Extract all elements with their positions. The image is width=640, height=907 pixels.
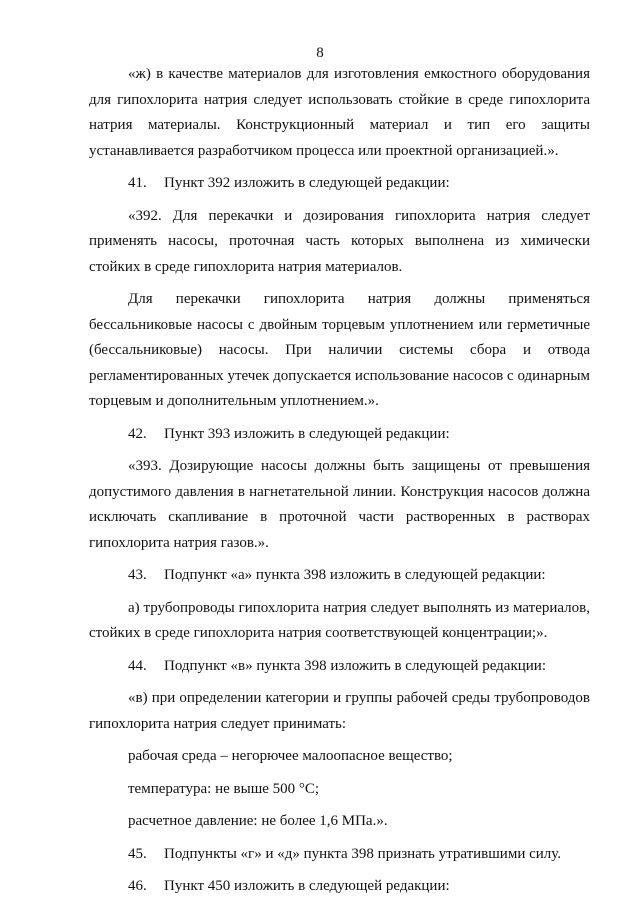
- line-pressure: расчетное давление: не более 1,6 МПа.».: [128, 813, 388, 829]
- document-body: [89, 62, 590, 907]
- item-text: Подпункты «г» и «д» пункта 398 признать утратившими силу.: [164, 845, 562, 862]
- item-46: [89, 874, 590, 900]
- paragraph-pumps: Для перекачки гипохлорита натрия должны применяться бессальниковые насосы с двойным торцевым уплотнением или герметичные (бессальниковые) насосы. При наличии системы сбора и отвода регламентированных утечек допускается использование насосов с одинарным торцевым и дополнительным уплотнением.».: [89, 291, 590, 409]
- line-working-medium: рабочая среда – негорючее малоопасное вещество;: [128, 748, 453, 764]
- item-text: Подпункт «в» пункта 398 изложить в следующей редакции:: [164, 657, 547, 674]
- item-number: 43.: [128, 567, 147, 583]
- item-41: [89, 171, 590, 197]
- paragraph-zh: «ж) в качестве материалов для изготовления емкостного оборудования для гипохлорита натрия следует использовать стойкие в среде гипохлорита натрия материалы. Конструкционный материал и тип его защиты устанавливается разработчиком процесса или проектной организацией.».: [89, 66, 590, 159]
- paragraph-v: «в) при определении категории и группы рабочей среды трубопроводов гипохлорита натрия следует принимать:: [89, 690, 590, 732]
- item-number: 42.: [128, 425, 147, 442]
- paragraph-392: «392. Для перекачки и дозирования гипохлорита натрия следует применять насосы, проточная часть которых выполнена из химически стойких в среде гипохлорита натрия материалов.: [89, 207, 590, 275]
- item-43: [89, 563, 590, 589]
- item-number: 46.: [128, 878, 147, 894]
- item-number: 41.: [128, 175, 147, 191]
- line-temperature: температура: не выше 500 °С;: [128, 780, 320, 797]
- paragraph-a: а) трубопроводы гипохлорита натрия следует выполнять из материалов, стойких в среде гипохлорита натрия соответствующей концентрации;».: [89, 599, 590, 641]
- item-44: [89, 654, 590, 680]
- item-text: Пункт 393 изложить в следующей редакции:: [164, 425, 450, 442]
- page-number: 8: [316, 45, 324, 61]
- item-42: [89, 422, 590, 448]
- item-number: 45.: [128, 845, 147, 862]
- paragraph-393: «393. Дозирующие насосы должны быть защищены от превышения допустимого давления в нагнетательной линии. Конструкция насосов должна исключать скапливание в проточной части растворенных в растворах гипохлорита натрия газов.».: [89, 458, 590, 551]
- item-45: [89, 842, 590, 868]
- item-text: Пункт 392 изложить в следующей редакции:: [164, 175, 450, 191]
- item-number: 44.: [128, 657, 147, 674]
- item-text: Подпункт «а» пункта 398 изложить в следующей редакции:: [164, 567, 546, 583]
- item-text: Пункт 450 изложить в следующей редакции:: [164, 878, 450, 894]
